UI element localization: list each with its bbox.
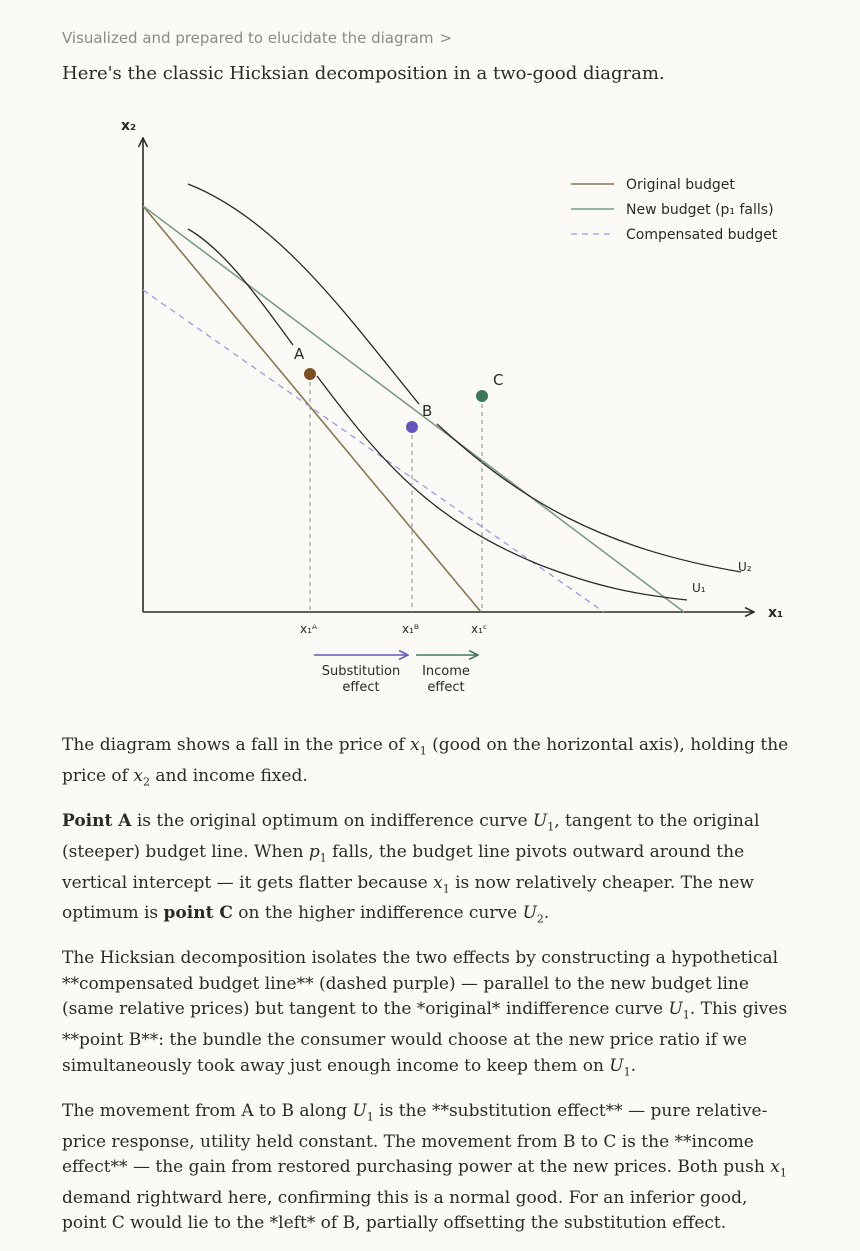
legend (571, 177, 778, 243)
math-u1 (609, 1055, 631, 1079)
indifference-curve-u1-upper (188, 229, 293, 345)
chevron-right-icon: > (439, 29, 453, 47)
math-sub: 2 (142, 775, 150, 789)
math-x1 (770, 1157, 787, 1180)
text-run: , tangent to the original (steeper) budget line. When (62, 810, 760, 862)
income-effect-label-2: effect (427, 680, 465, 695)
text-run: on the higher indifference curve (232, 903, 523, 924)
math-sub: 2 (536, 912, 544, 926)
math-sub: 1 (419, 744, 427, 758)
tick-label-xa: x₁ᴬ (300, 622, 318, 636)
indifference-curve-u1-lower (317, 376, 687, 600)
paragraph-3 (62, 946, 790, 1084)
math-var: x (433, 872, 443, 893)
math-var: U (532, 810, 548, 831)
text-run: The Hicksian decomposition isolates the two effects by constructing a hypothetical **compensated budget line** (dashed purple) — parallel to the new budget line (same relative prices) but tangent to the *original* indifference curve (62, 948, 779, 1020)
point-c (476, 390, 488, 402)
text-run: The diagram shows a fall in the price of (62, 735, 411, 755)
curve-label-u2: U₂ (738, 560, 752, 574)
tick-label-xc: x₁ᶜ (471, 622, 488, 636)
text-run: (good on the horizontal axis), holding the price of (62, 735, 789, 786)
math-var: U (352, 1100, 367, 1121)
point-b (406, 421, 418, 433)
income-effect-label-1: Income (422, 664, 470, 679)
indifference-curve-u2-lower (437, 424, 741, 572)
text-run: demand rightward here, confirming this is a normal good. For an inferior good, point C would lie to the *left* of B, partially offsetting the substitution effect. (62, 1187, 748, 1234)
hicksian-diagram (0, 100, 860, 705)
text-run: is now relatively cheaper. The new optimum is (62, 872, 754, 924)
math-var: U (609, 1055, 624, 1076)
text-run: is the original optimum on indifference curve (131, 810, 533, 831)
math-sub: 1 (623, 1065, 631, 1079)
text-run: is the **substitution effect** — pure relative-price response, utility held constant. The movement from B to C is the **income effect** — the gain from restored purchasing power at the new prices. Both push (62, 1100, 771, 1178)
math-u1 (668, 999, 690, 1022)
indifference-curve-u2-upper (188, 184, 419, 404)
math-x1 (433, 873, 450, 893)
text-run: . (630, 1055, 637, 1076)
explanation-text (62, 733, 790, 1251)
substitution-effect-label-2: effect (342, 680, 380, 695)
curve-label-u1: U₁ (692, 581, 706, 595)
text-run: . (543, 903, 550, 924)
math-var: p (308, 841, 320, 862)
paragraph-1 (62, 733, 790, 795)
y-axis-label: x₂ (121, 118, 137, 134)
math-sub: 1 (442, 881, 450, 895)
text-run: falls, the budget line pivots outward around the vertical intercept — it gets flatter because (62, 841, 745, 893)
math-sub: 1 (366, 1110, 374, 1124)
point-label-a: A (294, 345, 305, 363)
paragraph-2 (62, 809, 790, 933)
math-x2 (133, 765, 150, 789)
paragraph-4 (62, 1099, 790, 1237)
text-run: . This gives **point B**: the bundle the consumer would choose at the new price ratio if we simultaneously took away just enough income to keep them on (62, 999, 788, 1076)
math-p1 (308, 841, 327, 865)
thinking-summary-toggle[interactable] (62, 29, 452, 47)
math-sub: 1 (779, 1166, 787, 1180)
point-label-b: B (422, 402, 433, 420)
math-sub: 1 (547, 820, 555, 834)
text-run: and income fixed. (149, 765, 308, 786)
bold-point-a: Point A (62, 810, 132, 831)
intro-text: Here's the classic Hicksian decomposition in a two-good diagram. (62, 63, 665, 84)
math-var: U (522, 903, 537, 924)
math-u1 (352, 1100, 374, 1124)
thinking-summary-label: Visualized and prepared to elucidate the diagram (62, 29, 434, 47)
math-u2 (522, 903, 544, 926)
math-u1 (532, 810, 555, 834)
compensated-budget-line (143, 290, 604, 612)
substitution-effect-label-1: Substitution (321, 664, 401, 679)
point-a (304, 368, 316, 380)
math-var: U (668, 999, 683, 1020)
math-sub: 1 (682, 1008, 690, 1022)
tick-label-xb: x₁ᴮ (402, 622, 420, 636)
legend-label-compensated: Compensated budget (626, 227, 778, 243)
math-var: x (770, 1157, 780, 1178)
new-budget-line (143, 206, 684, 612)
point-label-c: C (493, 371, 504, 389)
math-var: x (410, 735, 420, 755)
legend-label-new: New budget (p₁ falls) (626, 202, 774, 218)
legend-label-original: Original budget (626, 177, 735, 193)
x-axis-label: x₁ (768, 605, 784, 621)
math-var: x (133, 765, 143, 786)
math-x1 (410, 735, 427, 758)
bold-point-c: point C (163, 903, 233, 924)
text-run: The movement from A to B along (62, 1100, 353, 1121)
math-sub: 1 (319, 851, 327, 865)
